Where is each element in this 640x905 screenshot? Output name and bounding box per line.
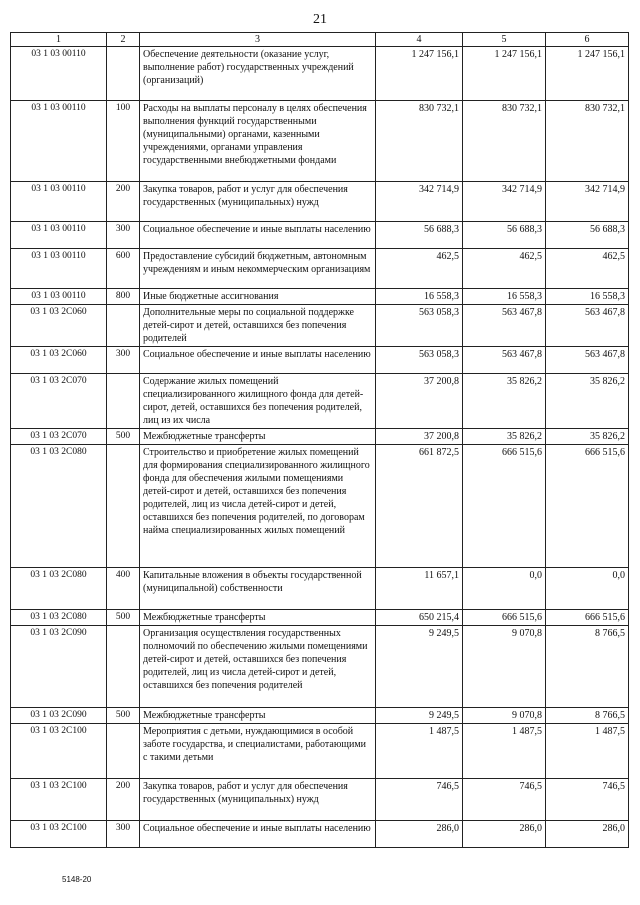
header-col-5: 5 — [463, 33, 546, 47]
row-value-col4: 286,0 — [376, 821, 463, 848]
row-value-col5: 563 467,8 — [463, 347, 546, 374]
row-value-col6: 8 766,5 — [546, 626, 629, 708]
row-value-col6: 0,0 — [546, 568, 629, 610]
row-expense-type — [107, 47, 140, 101]
table-row — [11, 249, 629, 289]
row-expense-type: 500 — [107, 708, 140, 724]
row-code: 03 1 03 2С080 — [11, 568, 107, 610]
row-value-col4: 563 058,3 — [376, 347, 463, 374]
row-code: 03 1 03 2С100 — [11, 821, 107, 848]
table-row — [11, 47, 629, 101]
row-expense-type: 300 — [107, 222, 140, 249]
table-row — [11, 374, 629, 429]
table-row — [11, 289, 629, 305]
table-row — [11, 101, 629, 182]
row-expense-type: 600 — [107, 249, 140, 289]
row-value-col6: 16 558,3 — [546, 289, 629, 305]
table-row — [11, 305, 629, 347]
row-name: Мероприятия с детьми, нуждающимися в особой заботе государства, и специалистами, работающими с такими детьми — [140, 724, 376, 779]
row-value-col5: 9 070,8 — [463, 708, 546, 724]
row-value-col5: 1 247 156,1 — [463, 47, 546, 101]
row-code: 03 1 03 2С060 — [11, 347, 107, 374]
row-name: Закупка товаров, работ и услуг для обеспечения государственных (муниципальных) нужд — [140, 779, 376, 821]
row-value-col4: 342 714,9 — [376, 182, 463, 222]
row-name: Социальное обеспечение и иные выплаты населению — [140, 821, 376, 848]
footer-document-code: 5148-20 — [62, 875, 92, 884]
header-col-2: 2 — [107, 33, 140, 47]
row-value-col6: 666 515,6 — [546, 445, 629, 568]
row-value-col6: 563 467,8 — [546, 347, 629, 374]
row-value-col6: 8 766,5 — [546, 708, 629, 724]
row-expense-type: 100 — [107, 101, 140, 182]
row-code: 03 1 03 2С080 — [11, 610, 107, 626]
row-value-col6: 342 714,9 — [546, 182, 629, 222]
row-value-col4: 11 657,1 — [376, 568, 463, 610]
row-value-col5: 666 515,6 — [463, 445, 546, 568]
row-value-col4: 661 872,5 — [376, 445, 463, 568]
row-value-col6: 286,0 — [546, 821, 629, 848]
row-value-col5: 286,0 — [463, 821, 546, 848]
row-name: Содержание жилых помещений специализированного жилищного фонда для детей-сирот, детей, оставшихся без попечения родителей, лиц из их числа — [140, 374, 376, 429]
row-value-col4: 9 249,5 — [376, 626, 463, 708]
table-row — [11, 626, 629, 708]
row-value-col4: 746,5 — [376, 779, 463, 821]
row-name: Межбюджетные трансферты — [140, 708, 376, 724]
row-code: 03 1 03 00110 — [11, 222, 107, 249]
row-expense-type: 200 — [107, 779, 140, 821]
row-expense-type — [107, 626, 140, 708]
row-expense-type: 500 — [107, 610, 140, 626]
row-expense-type: 200 — [107, 182, 140, 222]
row-code: 03 1 03 00110 — [11, 249, 107, 289]
row-code: 03 1 03 00110 — [11, 182, 107, 222]
row-code: 03 1 03 2С100 — [11, 724, 107, 779]
table-row — [11, 222, 629, 249]
row-value-col4: 1 487,5 — [376, 724, 463, 779]
row-value-col5: 35 826,2 — [463, 429, 546, 445]
header-col-3: 3 — [140, 33, 376, 47]
row-value-col5: 16 558,3 — [463, 289, 546, 305]
row-expense-type: 800 — [107, 289, 140, 305]
row-value-col4: 9 249,5 — [376, 708, 463, 724]
row-value-col5: 666 515,6 — [463, 610, 546, 626]
table-row — [11, 779, 629, 821]
row-expense-type — [107, 445, 140, 568]
row-value-col6: 1 487,5 — [546, 724, 629, 779]
row-name: Обеспечение деятельности (оказание услуг, выполнение работ) государственных учреждений (организаций) — [140, 47, 376, 101]
row-value-col5: 35 826,2 — [463, 374, 546, 429]
row-value-col4: 37 200,8 — [376, 374, 463, 429]
header-col-4: 4 — [376, 33, 463, 47]
row-name: Социальное обеспечение и иные выплаты населению — [140, 222, 376, 249]
row-expense-type — [107, 374, 140, 429]
row-code: 03 1 03 2С100 — [11, 779, 107, 821]
row-value-col6: 1 247 156,1 — [546, 47, 629, 101]
row-name: Иные бюджетные ассигнования — [140, 289, 376, 305]
row-code: 03 1 03 2С070 — [11, 429, 107, 445]
row-expense-type: 400 — [107, 568, 140, 610]
table-row — [11, 182, 629, 222]
row-code: 03 1 03 00110 — [11, 47, 107, 101]
row-value-col4: 37 200,8 — [376, 429, 463, 445]
row-value-col6: 462,5 — [546, 249, 629, 289]
row-value-col6: 35 826,2 — [546, 374, 629, 429]
row-value-col5: 9 070,8 — [463, 626, 546, 708]
row-name: Социальное обеспечение и иные выплаты населению — [140, 347, 376, 374]
row-value-col6: 830 732,1 — [546, 101, 629, 182]
header-row — [11, 33, 629, 47]
row-value-col5: 342 714,9 — [463, 182, 546, 222]
row-value-col6: 35 826,2 — [546, 429, 629, 445]
row-name: Дополнительные меры по социальной поддержке детей-сирот и детей, оставшихся без попечения родителей — [140, 305, 376, 347]
table-row — [11, 568, 629, 610]
row-code: 03 1 03 00110 — [11, 101, 107, 182]
budget-table — [10, 32, 629, 848]
row-code: 03 1 03 2С080 — [11, 445, 107, 568]
row-value-col5: 56 688,3 — [463, 222, 546, 249]
row-expense-type: 500 — [107, 429, 140, 445]
row-value-col6: 666 515,6 — [546, 610, 629, 626]
table-row — [11, 708, 629, 724]
row-value-col4: 563 058,3 — [376, 305, 463, 347]
row-expense-type — [107, 724, 140, 779]
row-name: Строительство и приобретение жилых помещений для формирования специализированного жилищного фонда для обеспечения жилыми помещениями детей-сирот и детей, оставшихся без попечения родителей, лиц из числа детей-сирот и детей, оставшихся без попечения родителей, по договорам найма специализированных жилых помещений — [140, 445, 376, 568]
row-code: 03 1 03 00110 — [11, 289, 107, 305]
row-name: Закупка товаров, работ и услуг для обеспечения государственных (муниципальных) нужд — [140, 182, 376, 222]
table-row — [11, 347, 629, 374]
row-code: 03 1 03 2С090 — [11, 708, 107, 724]
row-expense-type — [107, 305, 140, 347]
row-code: 03 1 03 2С090 — [11, 626, 107, 708]
row-value-col5: 563 467,8 — [463, 305, 546, 347]
row-name: Межбюджетные трансферты — [140, 429, 376, 445]
row-value-col4: 462,5 — [376, 249, 463, 289]
row-value-col5: 746,5 — [463, 779, 546, 821]
table-row — [11, 429, 629, 445]
header-col-1: 1 — [11, 33, 107, 47]
row-value-col4: 830 732,1 — [376, 101, 463, 182]
row-name: Предоставление субсидий бюджетным, автономным учреждениям и иным некоммерческим организациям — [140, 249, 376, 289]
row-expense-type: 300 — [107, 821, 140, 848]
row-value-col4: 56 688,3 — [376, 222, 463, 249]
row-expense-type: 300 — [107, 347, 140, 374]
table-row — [11, 724, 629, 779]
table-row — [11, 610, 629, 626]
row-name: Капитальные вложения в объекты государственной (муниципальной) собственности — [140, 568, 376, 610]
row-value-col4: 650 215,4 — [376, 610, 463, 626]
row-value-col5: 830 732,1 — [463, 101, 546, 182]
table-row — [11, 445, 629, 568]
row-name: Организация осуществления государственных полномочий по обеспечению жилыми помещениями детей-сирот и детей, оставшихся без попечения родителей, лиц из числа детей-сирот и детей, оставшихся без попечения родителей — [140, 626, 376, 708]
row-value-col5: 0,0 — [463, 568, 546, 610]
row-value-col4: 16 558,3 — [376, 289, 463, 305]
row-code: 03 1 03 2С070 — [11, 374, 107, 429]
row-value-col5: 462,5 — [463, 249, 546, 289]
header-col-6: 6 — [546, 33, 629, 47]
row-value-col6: 56 688,3 — [546, 222, 629, 249]
table-row — [11, 821, 629, 848]
row-name: Межбюджетные трансферты — [140, 610, 376, 626]
page-number: 21 — [313, 12, 327, 27]
row-code: 03 1 03 2С060 — [11, 305, 107, 347]
row-value-col5: 1 487,5 — [463, 724, 546, 779]
row-value-col6: 563 467,8 — [546, 305, 629, 347]
row-value-col4: 1 247 156,1 — [376, 47, 463, 101]
row-name: Расходы на выплаты персоналу в целях обеспечения выполнения функций государственными (муниципальными) органами, казенными учреждениями, органами управления государственными внебюджетными фондами — [140, 101, 376, 182]
row-value-col6: 746,5 — [546, 779, 629, 821]
